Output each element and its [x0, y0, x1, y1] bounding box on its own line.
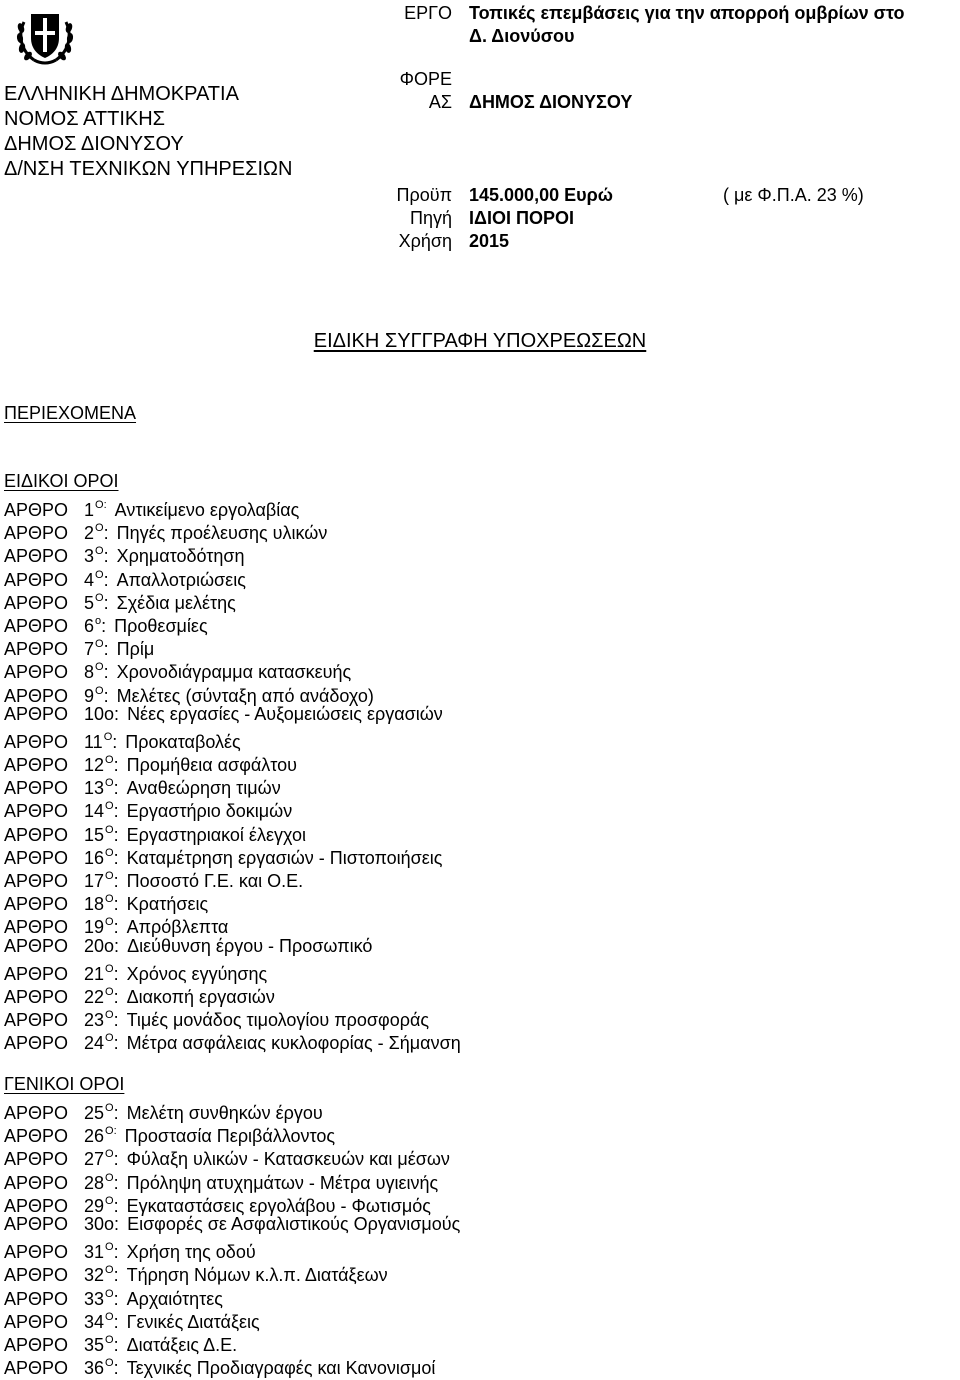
article-word: ΑΡΘΡΟ — [4, 1334, 69, 1355]
article-ordinal-mark: Ο — [95, 684, 104, 697]
article-title: Τιμές μονάδος τιμολογίου προσφοράς — [126, 1010, 430, 1031]
article-ordinal-mark: Ο — [95, 591, 104, 604]
article-title: Αναθεώρηση τιμών — [126, 778, 281, 799]
article-word: ΑΡΘΡΟ — [4, 703, 69, 724]
toc-article-item — [4, 981, 461, 1007]
toc-article-item — [4, 680, 461, 706]
article-title: Απρόβλεπτα — [126, 917, 229, 938]
article-number: 6 — [84, 615, 95, 636]
article-word: ΑΡΘΡΟ — [4, 917, 69, 938]
article-ordinal-mark: Ο: — [105, 1125, 117, 1138]
article-separator: : — [113, 986, 119, 1007]
toc-article-item — [4, 1259, 460, 1286]
article-ordinal-mark: Ο — [95, 661, 104, 674]
toc-article-item — [4, 1329, 460, 1355]
article-separator: : — [113, 1265, 119, 1286]
article-title: Ποσοστό Γ.Ε. και Ο.Ε. — [126, 871, 304, 891]
article-separator: : — [103, 546, 109, 567]
issuer-line: ΝΟΜΟΣ ΑΤΤΙΚΗΣ — [4, 108, 166, 130]
toc-article-item — [4, 494, 461, 520]
article-word: ΑΡΘΡΟ — [4, 1195, 69, 1216]
article-number: 29 — [84, 1195, 105, 1216]
article-word: ΑΡΘΡΟ — [4, 1213, 69, 1234]
toc-article-item — [4, 540, 461, 567]
article-separator: : — [103, 662, 109, 683]
article-title: Κρατήσεις — [126, 894, 209, 915]
article-word: ΑΡΘΡΟ — [4, 1358, 69, 1379]
article-number: 23 — [84, 1010, 105, 1031]
article-ordinal-mark: Ο — [105, 893, 114, 906]
toc-article-item — [4, 656, 461, 683]
article-separator: : — [113, 917, 119, 938]
article-separator: : — [113, 824, 119, 845]
article-word: ΑΡΘΡΟ — [4, 963, 69, 984]
article-ordinal-mark: Ο — [103, 730, 113, 743]
article-separator: : — [114, 1213, 120, 1234]
toc-article-item — [4, 1027, 461, 1054]
article-number: 14 — [84, 801, 105, 822]
article-separator: : — [113, 1033, 119, 1054]
toc-article-item — [4, 610, 461, 636]
article-title: Προκαταβολές — [125, 731, 241, 752]
article-ordinal-mark: Ο — [105, 916, 114, 929]
article-title: Σχέδια μελέτης — [116, 592, 236, 613]
toc-article-item — [4, 703, 461, 726]
article-word: ΑΡΘΡΟ — [4, 1288, 69, 1309]
toc-article-item — [4, 1167, 460, 1193]
toc-article-item — [4, 1190, 460, 1216]
article-ordinal-mark: ο — [95, 614, 102, 627]
article-ordinal-mark: Ο — [105, 985, 114, 998]
article-word: ΑΡΘΡΟ — [4, 755, 69, 776]
article-word: ΑΡΘΡΟ — [4, 546, 69, 567]
article-title: Προθεσμίες — [114, 615, 208, 636]
body-label-line-1: ΦΟΡΕ — [399, 69, 452, 89]
article-number: 28 — [84, 1172, 105, 1193]
article-word: ΑΡΘΡΟ — [4, 824, 69, 845]
article-separator: : — [113, 1358, 119, 1379]
work-value-line-2: Δ. Διονύσου — [469, 26, 575, 46]
article-separator: : — [101, 615, 107, 636]
article-number: 21 — [84, 963, 105, 984]
article-separator: : — [113, 1334, 119, 1355]
toc-article-item — [4, 1120, 460, 1147]
article-number-group — [84, 703, 119, 726]
article-number: 2 — [84, 523, 95, 544]
toc-article-item — [4, 1283, 460, 1309]
article-separator: : — [114, 703, 120, 724]
toc-article-item — [4, 888, 461, 915]
article-number: 12 — [84, 755, 105, 776]
article-title: Εργαστηριακοί έλεγχοι — [126, 824, 306, 845]
article-ordinal-mark: Ο — [105, 754, 114, 767]
article-ordinal-mark: Ο — [105, 846, 114, 859]
general-terms-list — [4, 1097, 461, 1379]
article-ordinal-mark: Ο — [95, 568, 104, 581]
article-word: ΑΡΘΡΟ — [4, 1265, 69, 1286]
article-separator: : — [113, 847, 119, 868]
toc-article-item — [4, 517, 461, 544]
article-word: ΑΡΘΡΟ — [4, 1172, 69, 1193]
article-ordinal-mark: Ο — [105, 1148, 114, 1161]
article-title: Εισφορές σε Ασφαλιστικούς Οργανισμούς — [127, 1213, 461, 1234]
article-word: ΑΡΘΡΟ — [4, 500, 69, 520]
article-separator: : — [103, 639, 109, 660]
article-number: 9 — [84, 685, 95, 706]
toc-article-item — [4, 1236, 460, 1263]
budget-value: 145.000,00 Ευρώ — [469, 185, 613, 205]
article-number: 36 — [84, 1358, 105, 1379]
article-title: Πρίμ — [116, 639, 155, 660]
article-title: Χρηματοδότηση — [116, 546, 245, 567]
article-number: 17 — [84, 871, 105, 891]
greek-coat-of-arms-icon — [12, 2, 78, 68]
article-ordinal-mark: Ο — [105, 1333, 114, 1346]
toc-article-item — [4, 1097, 460, 1123]
special-terms-list — [4, 494, 461, 1054]
article-title: Απαλλοτριώσεις — [116, 569, 246, 590]
article-number: 20ο — [84, 935, 115, 956]
special-terms-heading: ΕΙΔΙΚΟΙ ΟΡΟΙ — [4, 471, 119, 491]
article-title: Διατάξεις Δ.Ε. — [126, 1334, 238, 1355]
article-separator: : — [113, 871, 119, 891]
article-separator: : — [113, 801, 119, 822]
article-number-group — [84, 1027, 119, 1055]
article-ordinal-mark: Ο — [105, 1102, 114, 1114]
issuer-block — [4, 82, 292, 182]
article-number: 10ο — [84, 703, 115, 724]
work-label: ΕΡΓΟ — [404, 3, 452, 23]
article-word: ΑΡΘΡΟ — [4, 569, 69, 590]
article-title: Μελέτη συνθηκών έργου — [126, 1103, 323, 1123]
article-separator: : — [113, 778, 119, 799]
toc-article-item — [4, 935, 461, 958]
toc-article-item — [4, 1352, 460, 1379]
article-word: ΑΡΘΡΟ — [4, 731, 69, 752]
article-number: 30ο — [84, 1213, 115, 1234]
article-number: 22 — [84, 986, 105, 1007]
article-title: Πηγές προέλευσης υλικών — [116, 523, 328, 544]
article-separator: : — [103, 685, 109, 706]
article-word: ΑΡΘΡΟ — [4, 778, 69, 799]
toc-article-item — [4, 1143, 460, 1170]
toc-article-item — [4, 1306, 460, 1332]
article-title: Προστασία Περιβάλλοντος — [124, 1126, 336, 1147]
article-number: 27 — [84, 1149, 105, 1170]
article-word: ΑΡΘΡΟ — [4, 1311, 69, 1332]
article-separator: : — [112, 731, 118, 752]
toc-article-item — [4, 749, 461, 776]
article-number: 18 — [84, 894, 105, 915]
article-separator: : — [113, 1288, 119, 1309]
article-ordinal-mark: Ο — [105, 1009, 114, 1022]
article-ordinal-mark: Ο — [105, 800, 114, 813]
toc-article-item — [4, 772, 461, 799]
article-word: ΑΡΘΡΟ — [4, 523, 69, 544]
article-number: 11 — [84, 731, 103, 752]
contents-heading: ΠΕΡΙΕΧΟΜΕΝΑ — [4, 403, 137, 423]
article-ordinal-mark: Ο — [105, 1264, 114, 1277]
article-title: Τεχνικές Προδιαγραφές και Κανονισμοί — [126, 1358, 436, 1379]
article-title: Διακοπή εργασιών — [126, 986, 275, 1007]
article-title: Αρχαιότητες — [126, 1288, 223, 1309]
article-title: Φύλαξη υλικών - Κατασκευών και μέσων — [126, 1149, 450, 1170]
article-separator: : — [103, 569, 109, 590]
article-separator: : — [113, 1010, 119, 1031]
article-word: ΑΡΘΡΟ — [4, 1126, 69, 1147]
source-label: Πηγή — [409, 208, 452, 228]
article-number: 35 — [84, 1334, 105, 1355]
article-word: ΑΡΘΡΟ — [4, 1149, 69, 1170]
article-title: Γενικές Διατάξεις — [126, 1311, 260, 1332]
article-word: ΑΡΘΡΟ — [4, 894, 69, 915]
article-number: 13 — [84, 778, 105, 799]
article-word: ΑΡΘΡΟ — [4, 639, 69, 660]
toc-article-item — [4, 865, 461, 891]
article-ordinal-mark: Ο — [105, 1287, 114, 1300]
article-title: Τήρηση Νόμων κ.λ.π. Διατάξεων — [126, 1265, 388, 1286]
source-value: ΙΔΙΟΙ ΠΟΡΟΙ — [469, 208, 574, 228]
article-number: 24 — [84, 1033, 105, 1054]
article-ordinal-mark: Ο — [105, 1357, 114, 1370]
article-separator: : — [113, 963, 119, 984]
article-title: Μελέτες (σύνταξη από ανάδοχο) — [116, 685, 374, 706]
article-number: 25 — [84, 1103, 105, 1123]
article-number: 4 — [84, 569, 95, 590]
article-title: Προμήθεια ασφάλτου — [126, 755, 297, 776]
work-value-line-1: Τοπικές επεμβάσεις για την απορροή ομβρίων στο — [469, 3, 905, 23]
issuer-line: Δ/ΝΣΗ ΤΕΧΝΙΚΩΝ ΥΠΗΡΕΣΙΩΝ — [4, 158, 293, 180]
article-separator: : — [103, 592, 109, 613]
article-number-group — [84, 1213, 119, 1236]
article-ordinal-mark: Ο — [105, 962, 114, 975]
article-number: 33 — [84, 1288, 105, 1309]
article-separator: : — [113, 1103, 119, 1123]
article-ordinal-mark: Ο — [95, 522, 104, 535]
article-ordinal-mark: Ο — [105, 870, 114, 882]
article-number: 3 — [84, 546, 95, 567]
coat-of-arms — [12, 2, 78, 68]
document-title-text: ΕΙΔΙΚΗ ΣΥΓΓΡΑΦΗ ΥΠΟΧΡΕΩΣΕΩΝ — [313, 330, 647, 352]
article-title: Χρονοδιάγραμμα κατασκευής — [116, 662, 352, 683]
article-number: 16 — [84, 847, 105, 868]
article-word: ΑΡΘΡΟ — [4, 847, 69, 868]
article-word: ΑΡΘΡΟ — [4, 986, 69, 1007]
article-ordinal-mark: Ο — [95, 638, 104, 651]
article-ordinal-mark: Ο — [105, 1194, 114, 1207]
article-number-group — [84, 1352, 119, 1380]
issuer-line: ΔΗΜΟΣ ΔΙΟΝΥΣΟΥ — [4, 133, 184, 155]
article-word: ΑΡΘΡΟ — [4, 615, 69, 636]
article-ordinal-mark: Ο — [105, 777, 114, 790]
article-title: Εγκαταστάσεις εργολάβου - Φωτισμός — [126, 1195, 431, 1216]
article-separator: : — [113, 894, 119, 915]
article-word: ΑΡΘΡΟ — [4, 662, 69, 683]
article-number: 34 — [84, 1311, 105, 1332]
article-number: 15 — [84, 824, 105, 845]
article-title: Πρόληψη ατυχημάτων - Μέτρα υγιεινής — [126, 1172, 439, 1193]
article-word: ΑΡΘΡΟ — [4, 871, 69, 891]
article-separator: : — [113, 1172, 119, 1193]
article-separator: : — [113, 1242, 119, 1263]
budget-label: Προϋπ — [396, 185, 452, 205]
article-word: ΑΡΘΡΟ — [4, 1103, 69, 1123]
toc-article-item — [4, 819, 461, 845]
article-title: Χρήση της οδού — [126, 1242, 256, 1263]
document-title — [0, 330, 960, 353]
article-ordinal-mark: Ο: — [95, 499, 107, 511]
article-word: ΑΡΘΡΟ — [4, 685, 69, 706]
toc-article-item — [4, 564, 461, 590]
issuer-line: ΕΛΛΗΝΙΚΗ ΔΗΜΟΚΡΑΤΙΑ — [4, 83, 239, 105]
body-label-line-2: ΑΣ — [428, 92, 452, 112]
toc-article-item — [4, 1004, 461, 1031]
article-number-group — [84, 935, 119, 958]
article-title: Καταμέτρηση εργασιών - Πιστοποιήσεις — [126, 847, 443, 868]
toc-article-item — [4, 726, 461, 752]
article-title: Διεύθυνση έργου - Προσωπικό — [127, 935, 373, 956]
article-number: 5 — [84, 592, 95, 613]
article-word: ΑΡΘΡΟ — [4, 1010, 69, 1031]
year-value: 2015 — [469, 231, 510, 251]
article-number: 8 — [84, 662, 95, 683]
article-separator: : — [113, 1311, 119, 1332]
body-value: ΔΗΜΟΣ ΔΙΟΝΥΣΟΥ — [469, 92, 633, 112]
article-number: 19 — [84, 917, 105, 938]
article-ordinal-mark: Ο — [105, 1171, 114, 1184]
general-terms-heading: ΓΕΝΙΚΟΙ ΟΡΟΙ — [4, 1074, 125, 1094]
article-title: Χρόνος εγγύησης — [126, 963, 268, 984]
article-number: 7 — [84, 639, 95, 660]
article-number: 1 — [84, 500, 95, 520]
article-word: ΑΡΘΡΟ — [4, 801, 69, 822]
article-title: Νέες εργασίες - Αυξομειώσεις εργασιών — [127, 703, 443, 724]
toc-article-item — [4, 587, 461, 613]
article-ordinal-mark: Ο — [105, 1241, 114, 1254]
year-label: Χρήση — [398, 231, 452, 251]
article-separator: : — [113, 755, 119, 776]
toc-article-item — [4, 958, 461, 984]
article-word: ΑΡΘΡΟ — [4, 935, 69, 956]
article-word: ΑΡΘΡΟ — [4, 1033, 69, 1054]
toc-article-item — [4, 1213, 460, 1236]
toc-article-item — [4, 842, 461, 868]
article-word: ΑΡΘΡΟ — [4, 592, 69, 613]
article-separator: : — [113, 1195, 119, 1216]
article-number: 31 — [84, 1242, 105, 1263]
toc-article-item — [4, 795, 461, 822]
toc-article-item — [4, 911, 461, 938]
article-number: 32 — [84, 1265, 105, 1286]
article-ordinal-mark: Ο — [105, 1032, 114, 1045]
article-word: ΑΡΘΡΟ — [4, 1242, 69, 1263]
article-title: Εργαστήριο δοκιμών — [126, 801, 293, 822]
article-number: 26 — [84, 1126, 105, 1147]
article-separator: : — [114, 935, 120, 956]
article-title: Μέτρα ασφάλειας κυκλοφορίας - Σήμανση — [126, 1033, 461, 1054]
article-ordinal-mark: Ο — [105, 823, 114, 836]
article-separator: : — [113, 1149, 119, 1170]
toc-article-item — [4, 633, 461, 660]
article-ordinal-mark: Ο — [105, 1310, 114, 1323]
article-title: Αντικείμενο εργολαβίας — [114, 500, 300, 520]
article-ordinal-mark: Ο — [95, 545, 104, 558]
article-separator: : — [103, 523, 109, 544]
budget-note: ( με Φ.Π.Α. 23 %) — [723, 185, 864, 205]
